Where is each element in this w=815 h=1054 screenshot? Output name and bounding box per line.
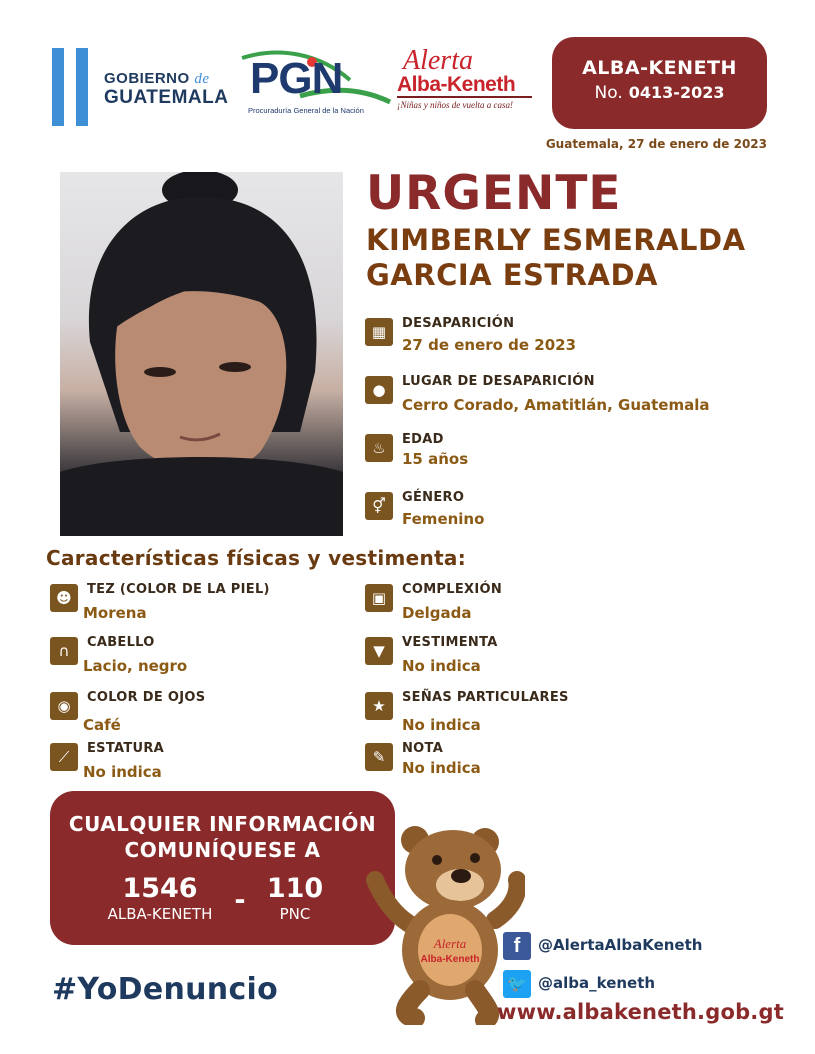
info-value: 27 de enero de 2023	[402, 336, 577, 354]
missing-person-photo	[60, 172, 343, 536]
char-label: NOTA	[402, 741, 444, 756]
phone-separator: -	[234, 885, 246, 916]
alerta-alba-keneth-logo	[397, 45, 532, 110]
info-label: EDAD	[402, 432, 444, 447]
ruler-icon: ⟋	[50, 743, 78, 771]
contact-heading-line2: COMUNÍQUESE A	[124, 838, 321, 862]
calendar-icon: ▦	[365, 318, 393, 346]
gender-icon: ⚥	[365, 492, 393, 520]
char-label: TEZ (COLOR DE LA PIEL)	[87, 582, 270, 597]
facebook-icon[interactable]: f	[503, 932, 531, 960]
person-name-line1: KIMBERLY ESMERALDA	[366, 223, 746, 257]
hashtag: #YoDenuncio	[52, 972, 279, 1007]
eye-icon: ◉	[50, 692, 78, 720]
char-value: Café	[83, 716, 121, 734]
birthday-cake-icon: ♨	[365, 434, 393, 462]
char-label: SEÑAS PARTICULARES	[402, 690, 569, 705]
scale-icon: ▣	[365, 584, 393, 612]
case-title: ALBA-KENETH	[582, 57, 737, 79]
char-value: No indica	[402, 657, 481, 675]
char-value: Delgada	[402, 604, 472, 622]
hair-icon: ∩	[50, 637, 78, 665]
issue-date: Guatemala, 27 de enero de 2023	[545, 137, 767, 151]
phone-label-pnc: PNC	[279, 905, 311, 923]
star-icon: ★	[365, 692, 393, 720]
info-value: 15 años	[402, 450, 469, 468]
char-label: ESTATURA	[87, 741, 165, 756]
info-label: DESAPARICIÓN	[402, 316, 515, 331]
case-no-label: No.	[594, 83, 623, 103]
phone-label-alba-keneth: ALBA-KENETH	[107, 905, 213, 923]
info-value: Femenino	[402, 510, 485, 528]
char-label: COMPLEXIÓN	[402, 582, 503, 597]
gobierno-de: de	[194, 71, 210, 87]
website-link[interactable]: www.albakeneth.gob.gt	[497, 1000, 784, 1024]
location-pin-icon: ●	[365, 376, 393, 404]
info-label: GÉNERO	[402, 490, 465, 505]
twitter-icon[interactable]: 🐦	[503, 970, 531, 998]
twitter-handle[interactable]: @alba_keneth	[538, 974, 656, 992]
char-value: No indica	[402, 759, 481, 777]
char-value: Morena	[83, 604, 147, 622]
gobierno-line1: GOBIERNO	[104, 70, 190, 87]
facebook-handle[interactable]: @AlertaAlbaKeneth	[538, 936, 703, 954]
contact-box	[50, 791, 395, 945]
char-value: No indica	[402, 716, 481, 734]
logo-alba-keneth-word: Alba-Keneth	[397, 74, 532, 98]
note-edit-icon: ✎	[365, 743, 393, 771]
urgent-label: URGENTE	[366, 166, 622, 221]
info-label: LUGAR DE DESAPARICIÓN	[402, 374, 595, 389]
characteristics-title: Características físicas y vestimenta:	[46, 546, 467, 570]
bear-badge-alerta: Alerta	[433, 936, 467, 951]
head-profile-icon: ☻	[50, 584, 78, 612]
char-label: COLOR DE OJOS	[87, 690, 206, 705]
info-value: Cerro Corado, Amatitlán, Guatemala	[402, 396, 710, 414]
phone-number-alba-keneth[interactable]: 1546	[122, 873, 198, 904]
char-value: No indica	[83, 763, 162, 781]
char-label: VESTIMENTA	[402, 635, 498, 650]
contact-heading	[50, 811, 395, 863]
contact-heading-line1: CUALQUIER INFORMACIÓN	[68, 812, 377, 836]
case-number-badge	[552, 37, 767, 129]
bear-badge-alba-keneth: Alba-Keneth	[420, 954, 480, 965]
gobierno-logo-bars	[52, 48, 96, 126]
gobierno-line2: GUATEMALA	[104, 87, 229, 108]
pgn-logo-text: PGN	[250, 54, 343, 103]
logo-slogan: ¡Niñas y niños de vuelta a casa!	[397, 100, 513, 110]
char-value: Lacio, negro	[83, 657, 188, 675]
person-name-line2: GARCIA ESTRADA	[366, 258, 658, 292]
bear-mascot-icon	[365, 820, 525, 1025]
logo-alerta-word: Alerta	[403, 45, 473, 76]
phone-number-pnc[interactable]: 110	[266, 873, 324, 904]
shirt-icon: ▼	[365, 637, 393, 665]
char-label: CABELLO	[87, 635, 155, 650]
portrait-illustration	[60, 172, 343, 536]
case-number: 0413-2023	[628, 83, 725, 102]
pgn-subtitle: Procuraduría General de la Nación	[248, 106, 364, 115]
gobierno-logo-text	[104, 70, 228, 108]
